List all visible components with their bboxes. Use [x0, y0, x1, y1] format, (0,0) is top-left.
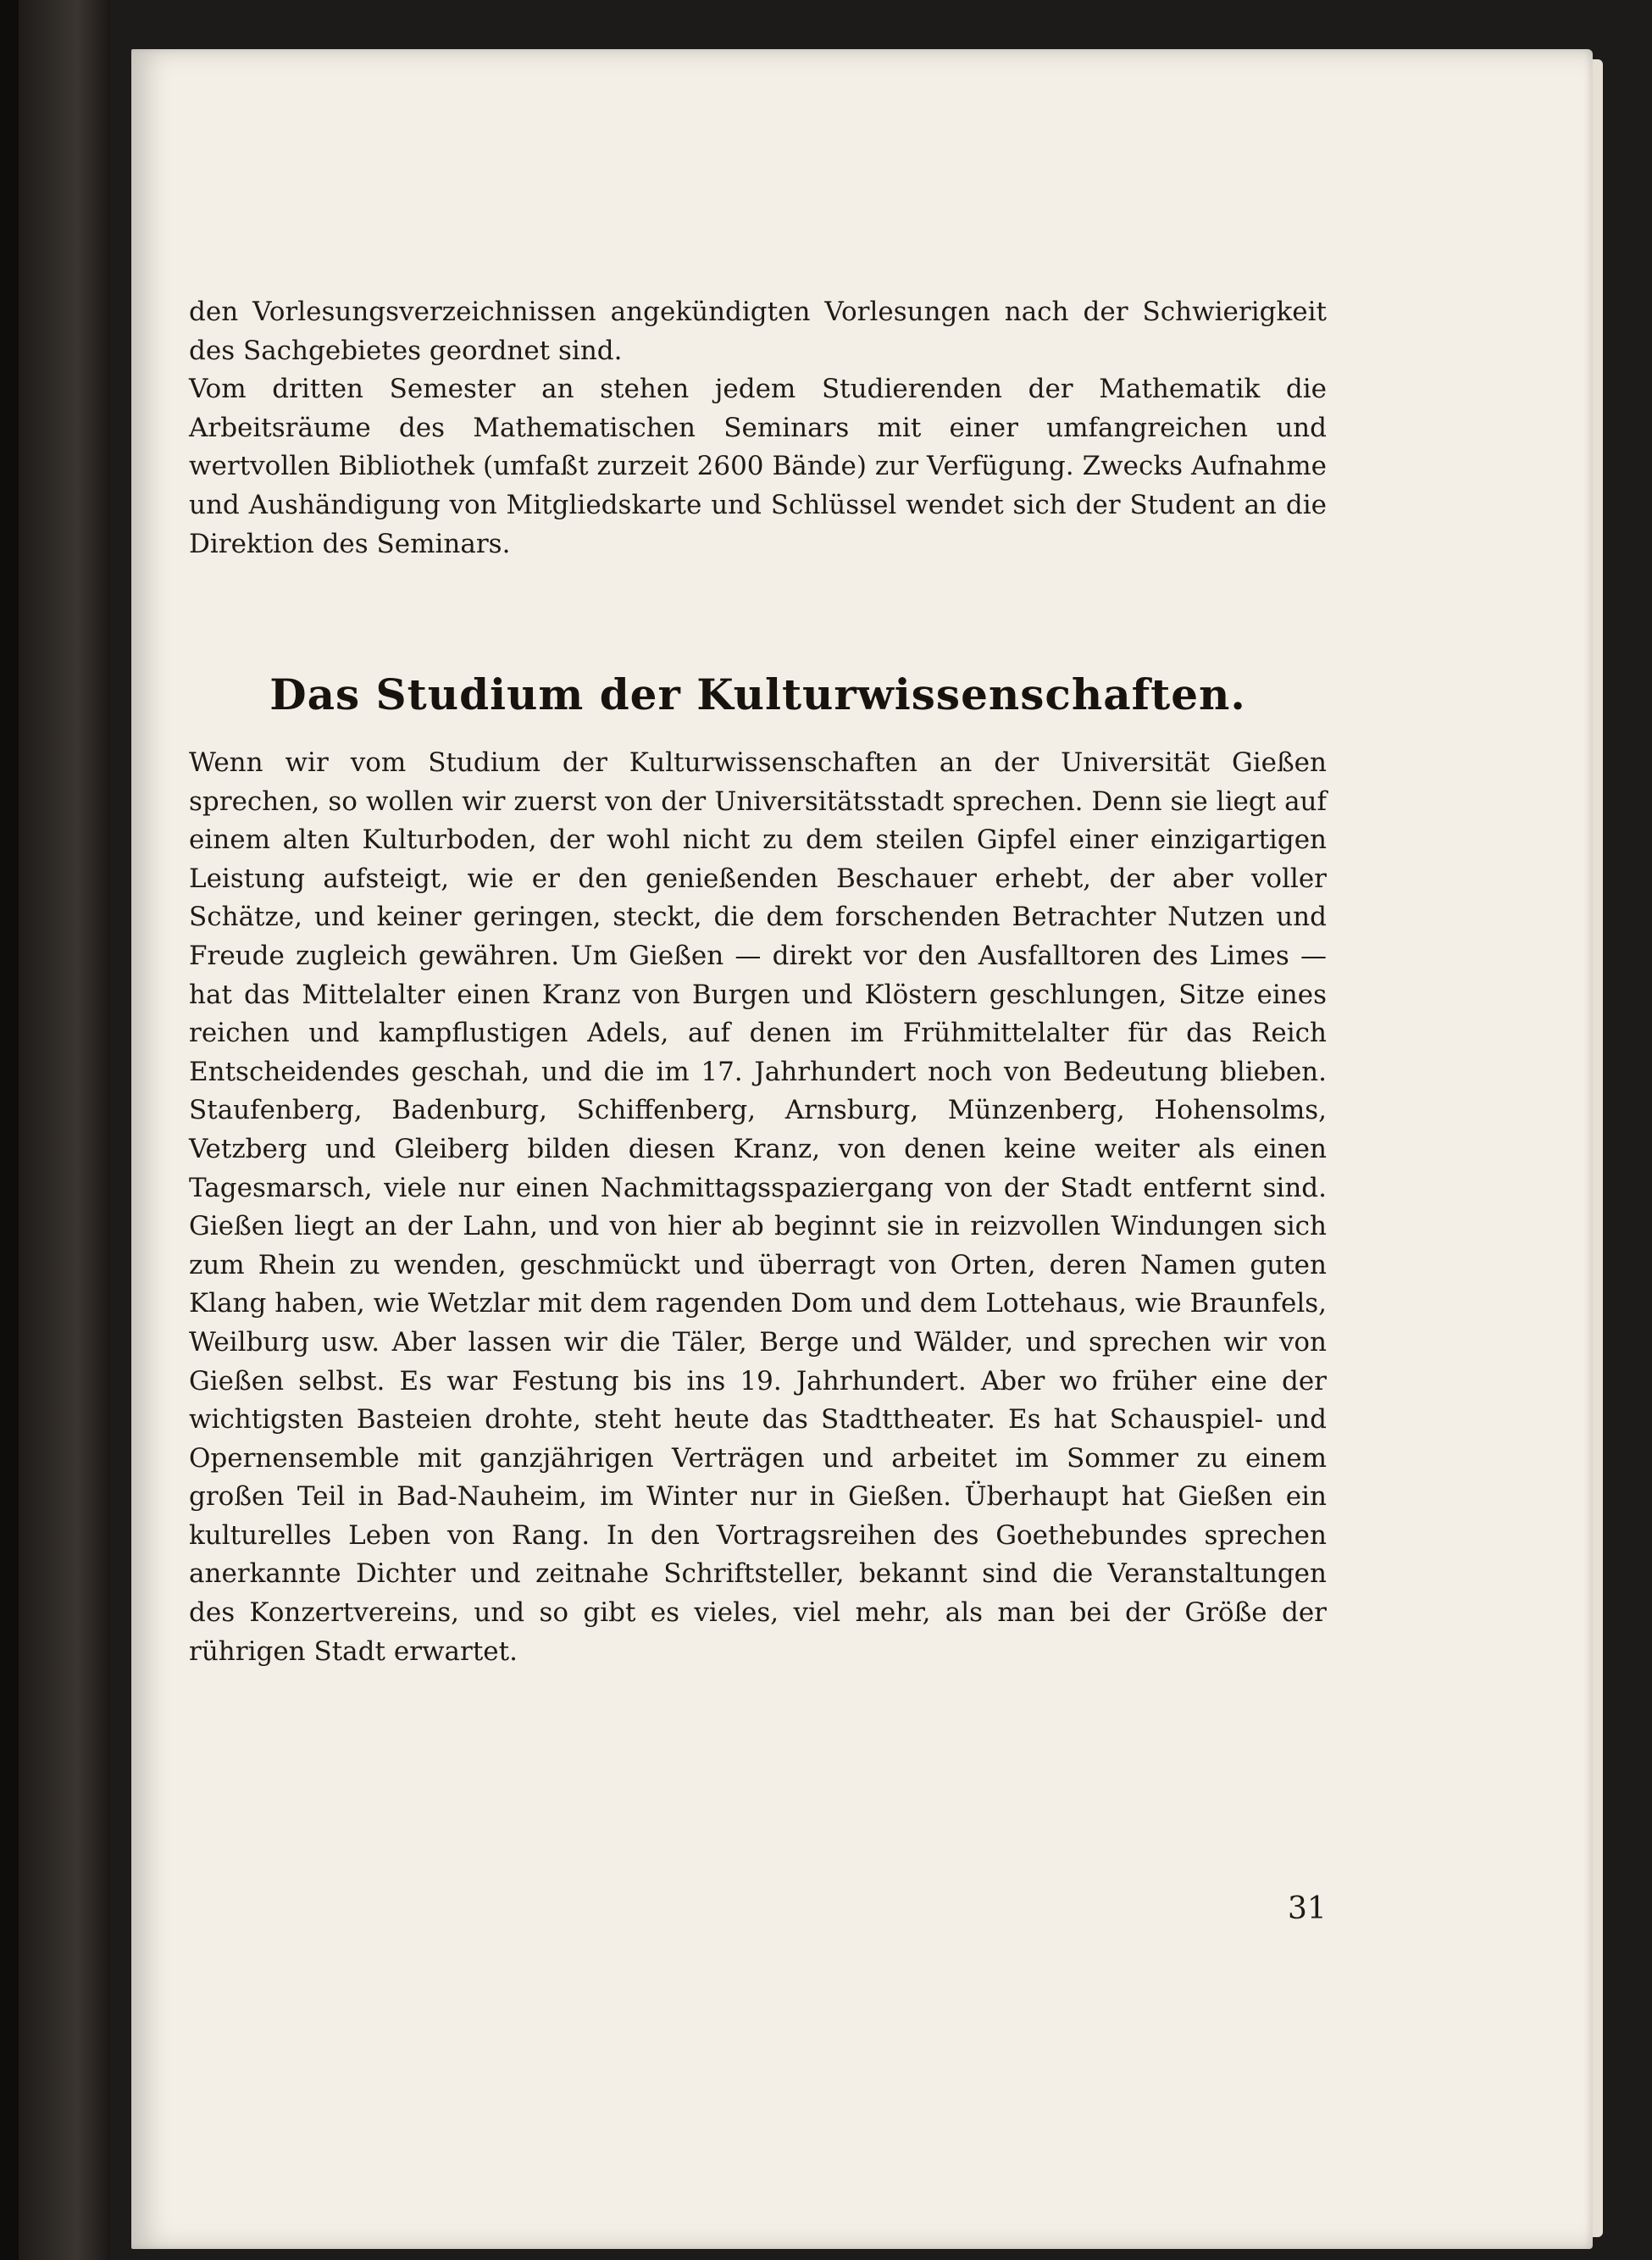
section-heading: Das Studium der Kulturwissenschaften.: [269, 669, 1246, 719]
paragraph-seminar: Vom dritten Semester an stehen jedem Studierenden der Mathematik die Arbeitsräume des Mathematischen Seminars mit einer umfangreichen und wertvollen Bibliothek (umfaßt zurzeit 2600 Bände) zur Verfügung. Zwecks Aufnahme und Aushändigung von Mitgliedskarte und Schlüssel wendet sich der Student an die Direktion des Seminars.: [189, 374, 1327, 559]
binding-shadow: [0, 0, 19, 2260]
text-column-main: [189, 744, 1327, 1671]
paragraph-intro: den Vorlesungsverzeichnissen angekündigten Vorlesungen nach der Schwierigkeit des Sachgebietes geordnet sind.: [189, 297, 1327, 366]
page-number: 31: [1288, 1891, 1327, 1926]
paragraph-main: Wenn wir vom Studium der Kulturwissenschaften an der Universität Gießen sprechen, so wollen wir zuerst von der Universitätsstadt sprechen. Denn sie liegt auf einem alten Kulturboden, der wohl nicht zu dem steilen Gipfel einer einzigartigen Leistung aufsteigt, wie er den genießenden Beschauer erhebt, der aber voller Schätze, und keiner geringen, steckt, die dem forschenden Betrachter Nutzen und Freude zugleich gewähren. Um Gießen — direkt vor den Ausfalltoren des Limes — hat das Mittelalter einen Kranz von Burgen und Klöstern geschlungen, Sitze eines reichen und kampflustigen Adels, auf denen im Frühmittelalter für das Reich Entscheidendes geschah, und die im 17. Jahrhundert noch von Bedeutung blieben. Staufenberg, Badenburg, Schiffenberg, Arnsburg, Münzenberg, Hohensolms, Vetzberg und Gleiberg bilden diesen Kranz, von denen keine weiter als einen Tagesmarsch, viele nur einen Nachmittagsspaziergang von der Stadt entfernt sind. Gießen liegt an der Lahn, und von hier ab beginnt sie in reizvollen Windungen sich zum Rhein zu wenden, geschmückt und überragt von Orten, deren Namen guten Klang haben, wie Wetzlar mit dem ragenden Dom und dem Lottehaus, wie Braunfels, Weilburg usw. Aber lassen wir die Täler, Berge und Wälder, und sprechen wir von Gießen selbst. Es war Festung bis ins 19. Jahrhundert. Aber wo früher eine der wichtigsten Basteien drohte, steht heute das Stadttheater. Es hat Schauspiel- und Opernensemble mit ganzjährigen Verträgen und arbeitet im Sommer zu einem großen Teil in Bad-Nauheim, im Winter nur in Gießen. Überhaupt hat Gießen ein kulturelles Leben von Rang. In den Vortragsreihen des Goethebundes sprechen anerkannte Dichter und zeitnahe Schriftsteller, bekannt sind die Veranstaltungen des Konzertvereins, und so gibt es vieles, viel mehr, als man bei der Größe der rührigen Stadt erwartet.: [189, 747, 1327, 1667]
text-column-intro: [189, 293, 1327, 564]
